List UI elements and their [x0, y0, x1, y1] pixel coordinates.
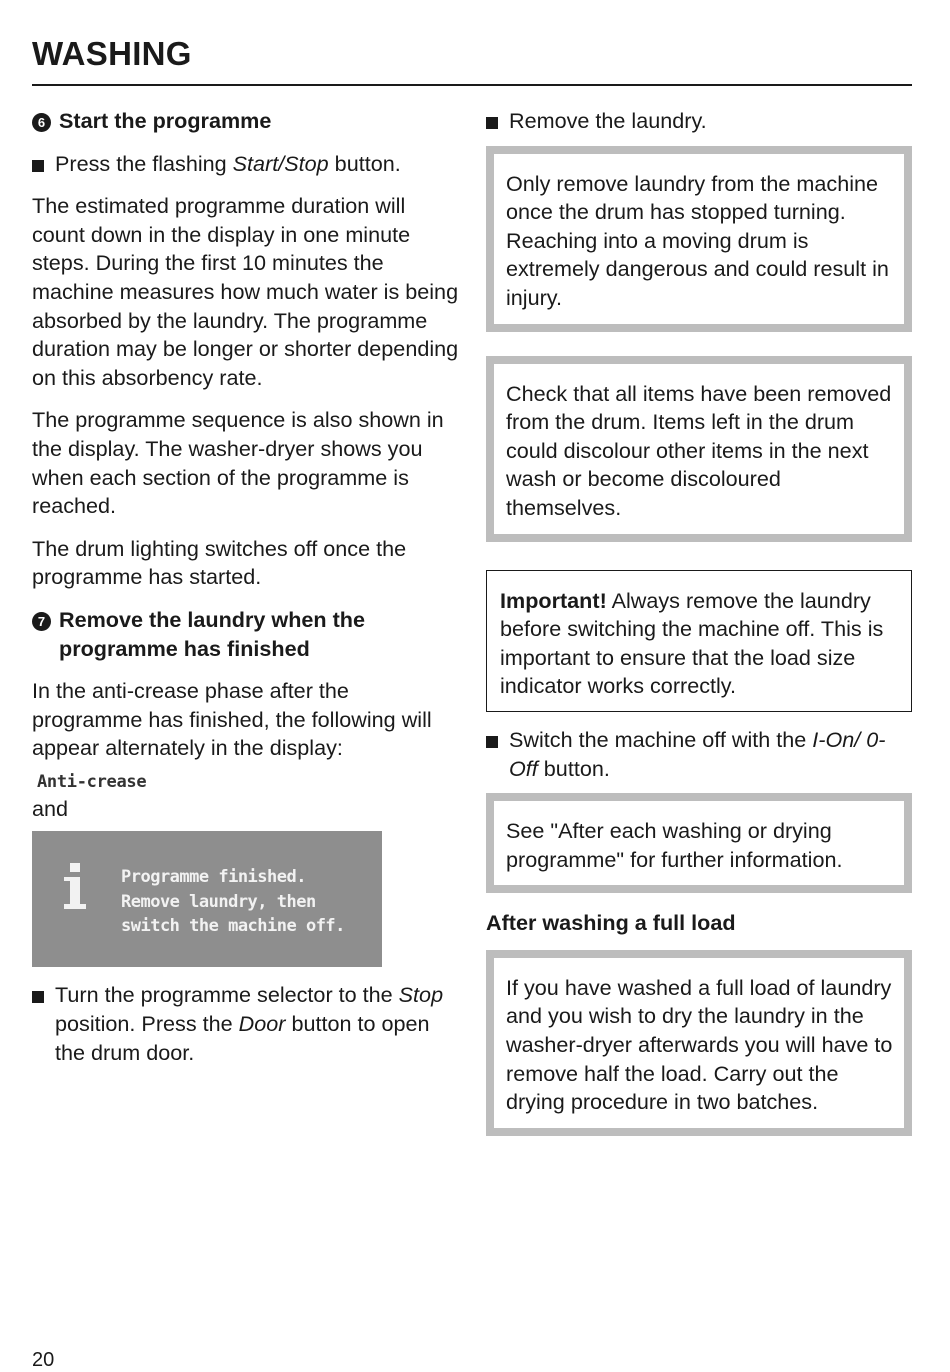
display-anticrease-text: Anti-crease: [37, 771, 147, 792]
bullet-text: Remove the laundry.: [509, 108, 707, 133]
step-7-title-line1: Remove the laundry when the: [59, 606, 365, 632]
stop-position-name: Stop: [398, 982, 444, 1008]
paragraph-sequence: The programme sequence is also shown in the display. The washer-dryer shows you when each section of the programme is reached.: [32, 407, 444, 519]
bullet-text: Turn the programme selector to the: [55, 982, 399, 1008]
square-bullet-icon: [32, 160, 44, 172]
display-line-2: Remove laundry, then: [121, 891, 316, 912]
step-6-heading: [32, 107, 460, 136]
bullet-text: position. Press the: [55, 1011, 239, 1037]
info-icon: [64, 863, 86, 909]
bullet-press-start: [32, 150, 460, 179]
display-panel: [32, 831, 382, 967]
page-title: WASHING: [32, 35, 192, 72]
warning-drum-box: Only remove laundry from the machine once the drum has stopped turning. Reaching into a moving drum is extremely dangerous and could result in injury.: [486, 146, 912, 332]
step-7-title-line2: programme has finished: [59, 635, 310, 661]
bullet-text-end: button to open the drum door.: [55, 1011, 430, 1065]
bullet-text-end: button.: [537, 755, 610, 781]
paragraph-lighting: The drum lighting switches off once the programme has started.: [32, 535, 407, 590]
important-text: Always remove the laundry before switching the machine off. This is important to ensure that the load size indicator works correctly.: [500, 587, 884, 699]
square-bullet-icon: [32, 991, 44, 1003]
full-load-heading: After washing a full load: [486, 910, 736, 936]
bullet-remove-laundry: [486, 107, 912, 136]
bullet-text: Switch the machine off with the: [509, 726, 813, 752]
start-stop-button-name: Start/Stop: [232, 150, 329, 176]
square-bullet-icon: [486, 736, 498, 748]
right-column: [486, 107, 912, 1136]
on-off-button-name: I-On/ 0-Off: [509, 726, 886, 781]
bullet-text: Press the flashing: [55, 150, 233, 176]
display-line-1: Programme finished.: [121, 867, 306, 888]
full-load-box: If you have washed a full load of laundry and you wish to dry the laundry in the washer-dryer afterwards you will have to remove half the load. Carry out the drying procedure in two batches.: [486, 950, 912, 1136]
important-note-box: [486, 570, 912, 712]
door-button-name: Door: [238, 1011, 286, 1037]
step-number-7-icon: 7: [32, 612, 51, 631]
important-label: Important!: [500, 587, 607, 613]
step-number-6-icon: 6: [32, 113, 51, 132]
display-message: [121, 865, 371, 939]
paragraph-duration: The estimated programme duration will count down in the display in one minute steps. During the first 10 minutes the machine measures how much water is being absorbed by the laundry. The programme duration may be longer or shorter depending on this absorbency rate.: [32, 193, 459, 390]
warning-check-box: Check that all items have been removed from the drum. Items left in the drum could discolour other items in the next wash or become discoloured themselves.: [486, 356, 912, 542]
display-line-3: switch the machine off.: [121, 916, 345, 937]
and-text: and: [32, 795, 69, 821]
bullet-text-end: button.: [328, 150, 401, 176]
step-6-title: Start the programme: [59, 108, 272, 133]
bullet-switch-off: [486, 726, 912, 783]
step-7-heading: [32, 606, 460, 663]
paragraph-anticrease: In the anti-crease phase after the programme has finished, the following will appear alternately in the display:: [32, 678, 432, 761]
left-column: [32, 107, 460, 1081]
bullet-turn-selector: [32, 981, 460, 1067]
square-bullet-icon: [486, 117, 498, 129]
info-see-box: See "After each washing or drying programme" for further information.: [486, 793, 912, 893]
title-divider: [32, 84, 912, 86]
page-number: 20: [32, 1349, 55, 1371]
